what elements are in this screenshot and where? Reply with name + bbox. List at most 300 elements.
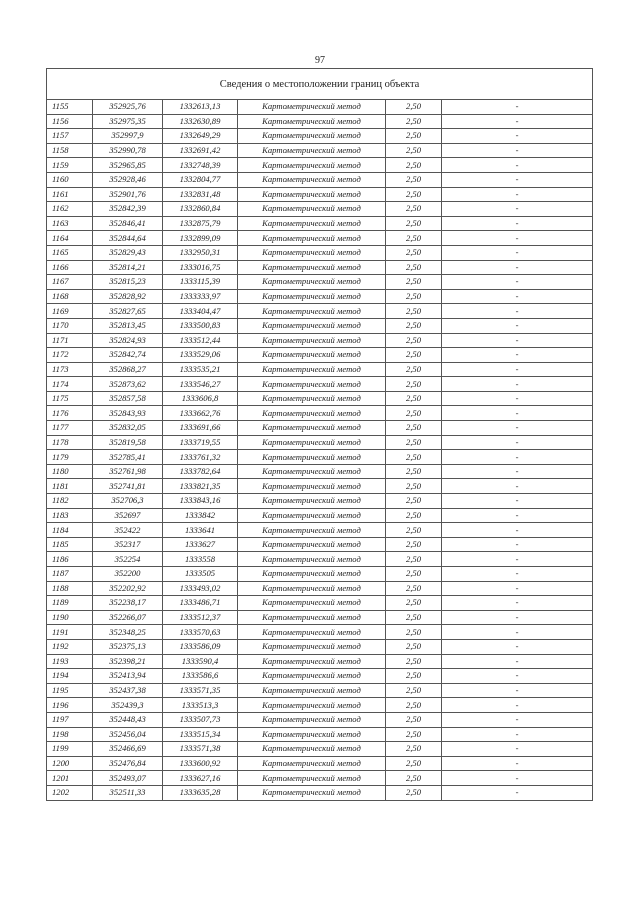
description-cell: - — [442, 318, 593, 333]
table-row — [47, 742, 593, 757]
coordinate-y-cell: 1332831,48 — [163, 187, 238, 202]
method-cell: Картометрический метод — [238, 742, 386, 757]
description-cell: - — [442, 435, 593, 450]
point-number-cell: 1176 — [47, 406, 93, 421]
description-cell: - — [442, 479, 593, 494]
coordinate-x-cell: 352785,41 — [93, 450, 163, 465]
accuracy-cell: 2,50 — [386, 581, 442, 596]
coordinate-y-cell: 1333821,35 — [163, 479, 238, 494]
coordinate-x-cell: 352819,58 — [93, 435, 163, 450]
table-row — [47, 100, 593, 115]
accuracy-cell: 2,50 — [386, 114, 442, 129]
table-row — [47, 421, 593, 436]
coordinate-x-cell: 352844,64 — [93, 231, 163, 246]
coordinate-y-cell: 1332649,29 — [163, 129, 238, 144]
coordinate-x-cell: 352901,76 — [93, 187, 163, 202]
method-cell: Картометрический метод — [238, 479, 386, 494]
coordinate-x-cell: 352706,3 — [93, 494, 163, 509]
coordinate-y-cell: 1333761,32 — [163, 450, 238, 465]
method-cell: Картометрический метод — [238, 318, 386, 333]
coordinate-y-cell: 1333115,39 — [163, 275, 238, 290]
coordinate-y-cell: 1333486,71 — [163, 596, 238, 611]
page-number: 97 — [315, 55, 325, 66]
coordinate-y-cell: 1333843,16 — [163, 494, 238, 509]
description-cell: - — [442, 523, 593, 538]
point-number-cell: 1184 — [47, 523, 93, 538]
method-cell: Картометрический метод — [238, 654, 386, 669]
coordinate-x-cell: 352238,17 — [93, 596, 163, 611]
point-number-cell: 1174 — [47, 377, 93, 392]
description-cell: - — [442, 494, 593, 509]
accuracy-cell: 2,50 — [386, 187, 442, 202]
point-number-cell: 1171 — [47, 333, 93, 348]
accuracy-cell: 2,50 — [386, 639, 442, 654]
point-number-cell: 1155 — [47, 100, 93, 115]
table-row — [47, 216, 593, 231]
table-row — [47, 639, 593, 654]
coordinate-x-cell: 352814,21 — [93, 260, 163, 275]
table-row — [47, 143, 593, 158]
description-cell: - — [442, 785, 593, 800]
coordinate-y-cell: 1333016,75 — [163, 260, 238, 275]
point-number-cell: 1194 — [47, 669, 93, 684]
table-row — [47, 450, 593, 465]
table-row — [47, 464, 593, 479]
coordinate-y-cell: 1333571,35 — [163, 683, 238, 698]
coordinate-x-cell: 352375,13 — [93, 639, 163, 654]
coordinate-y-cell: 1333529,06 — [163, 348, 238, 363]
method-cell: Картометрический метод — [238, 260, 386, 275]
table-row — [47, 683, 593, 698]
point-number-cell: 1180 — [47, 464, 93, 479]
description-cell: - — [442, 245, 593, 260]
coordinate-x-cell: 352827,65 — [93, 304, 163, 319]
accuracy-cell: 2,50 — [386, 742, 442, 757]
method-cell: Картометрический метод — [238, 785, 386, 800]
method-cell: Картометрический метод — [238, 100, 386, 115]
coordinate-y-cell: 1332691,42 — [163, 143, 238, 158]
point-number-cell: 1193 — [47, 654, 93, 669]
description-cell: - — [442, 304, 593, 319]
coordinate-y-cell: 1333586,09 — [163, 639, 238, 654]
coordinate-y-cell: 1332899,09 — [163, 231, 238, 246]
coordinate-y-cell: 1332875,79 — [163, 216, 238, 231]
accuracy-cell: 2,50 — [386, 625, 442, 640]
coordinate-x-cell: 352200 — [93, 567, 163, 582]
point-number-cell: 1195 — [47, 683, 93, 698]
method-cell: Картометрический метод — [238, 289, 386, 304]
description-cell: - — [442, 537, 593, 552]
accuracy-cell: 2,50 — [386, 435, 442, 450]
coordinate-x-cell: 352842,39 — [93, 202, 163, 217]
method-cell: Картометрический метод — [238, 406, 386, 421]
coordinate-x-cell: 352202,92 — [93, 581, 163, 596]
accuracy-cell: 2,50 — [386, 610, 442, 625]
accuracy-cell: 2,50 — [386, 289, 442, 304]
method-cell: Картометрический метод — [238, 639, 386, 654]
accuracy-cell: 2,50 — [386, 158, 442, 173]
coordinate-x-cell: 352824,93 — [93, 333, 163, 348]
coordinate-y-cell: 1333515,34 — [163, 727, 238, 742]
method-cell: Картометрический метод — [238, 391, 386, 406]
point-number-cell: 1182 — [47, 494, 93, 509]
method-cell: Картометрический метод — [238, 245, 386, 260]
accuracy-cell: 2,50 — [386, 216, 442, 231]
description-cell: - — [442, 100, 593, 115]
coordinate-x-cell: 352697 — [93, 508, 163, 523]
accuracy-cell: 2,50 — [386, 508, 442, 523]
point-number-cell: 1165 — [47, 245, 93, 260]
description-cell: - — [442, 567, 593, 582]
point-number-cell: 1158 — [47, 143, 93, 158]
description-cell: - — [442, 581, 593, 596]
coordinate-x-cell: 352843,93 — [93, 406, 163, 421]
table-row — [47, 727, 593, 742]
coordinate-y-cell: 1333512,37 — [163, 610, 238, 625]
accuracy-cell: 2,50 — [386, 362, 442, 377]
accuracy-cell: 2,50 — [386, 669, 442, 684]
coordinate-y-cell: 1333635,28 — [163, 785, 238, 800]
accuracy-cell: 2,50 — [386, 479, 442, 494]
coordinate-y-cell: 1332804,77 — [163, 172, 238, 187]
coordinate-x-cell: 352466,69 — [93, 742, 163, 757]
table-row — [47, 245, 593, 260]
description-cell: - — [442, 683, 593, 698]
description-cell: - — [442, 391, 593, 406]
description-cell: - — [442, 727, 593, 742]
point-number-cell: 1186 — [47, 552, 93, 567]
accuracy-cell: 2,50 — [386, 450, 442, 465]
coordinate-x-cell: 352842,74 — [93, 348, 163, 363]
table-row — [47, 712, 593, 727]
table-row — [47, 654, 593, 669]
description-cell: - — [442, 698, 593, 713]
table-row — [47, 114, 593, 129]
coordinate-y-cell: 1333558 — [163, 552, 238, 567]
description-cell: - — [442, 348, 593, 363]
coordinate-x-cell: 352975,35 — [93, 114, 163, 129]
point-number-cell: 1198 — [47, 727, 93, 742]
point-number-cell: 1189 — [47, 596, 93, 611]
coordinate-y-cell: 1332613,13 — [163, 100, 238, 115]
description-cell: - — [442, 260, 593, 275]
accuracy-cell: 2,50 — [386, 275, 442, 290]
description-cell: - — [442, 406, 593, 421]
coordinate-y-cell: 1333719,55 — [163, 435, 238, 450]
coordinate-x-cell: 352439,3 — [93, 698, 163, 713]
description-cell: - — [442, 552, 593, 567]
coordinate-x-cell: 352997,9 — [93, 129, 163, 144]
method-cell: Картометрический метод — [238, 596, 386, 611]
table-row — [47, 275, 593, 290]
point-number-cell: 1164 — [47, 231, 93, 246]
coordinate-x-cell: 352511,33 — [93, 785, 163, 800]
description-cell: - — [442, 333, 593, 348]
method-cell: Картометрический метод — [238, 712, 386, 727]
description-cell: - — [442, 508, 593, 523]
coordinate-x-cell: 352857,58 — [93, 391, 163, 406]
coordinate-x-cell: 352928,46 — [93, 172, 163, 187]
table-row — [47, 669, 593, 684]
description-cell: - — [442, 771, 593, 786]
coordinate-y-cell: 1332950,31 — [163, 245, 238, 260]
point-number-cell: 1163 — [47, 216, 93, 231]
point-number-cell: 1187 — [47, 567, 93, 582]
coordinate-x-cell: 352829,43 — [93, 245, 163, 260]
coordinate-y-cell: 1333641 — [163, 523, 238, 538]
accuracy-cell: 2,50 — [386, 260, 442, 275]
method-cell: Картометрический метод — [238, 377, 386, 392]
accuracy-cell: 2,50 — [386, 143, 442, 158]
coordinate-y-cell: 1333782,64 — [163, 464, 238, 479]
description-cell: - — [442, 756, 593, 771]
accuracy-cell: 2,50 — [386, 523, 442, 538]
accuracy-cell: 2,50 — [386, 304, 442, 319]
point-number-cell: 1202 — [47, 785, 93, 800]
coordinate-x-cell: 352448,43 — [93, 712, 163, 727]
description-cell: - — [442, 216, 593, 231]
accuracy-cell: 2,50 — [386, 537, 442, 552]
coordinate-x-cell: 352398,21 — [93, 654, 163, 669]
coordinate-x-cell: 352868,27 — [93, 362, 163, 377]
accuracy-cell: 2,50 — [386, 231, 442, 246]
accuracy-cell: 2,50 — [386, 245, 442, 260]
coordinate-y-cell: 1332630,89 — [163, 114, 238, 129]
coordinate-x-cell: 352828,92 — [93, 289, 163, 304]
coordinate-y-cell: 1332748,39 — [163, 158, 238, 173]
table-row — [47, 756, 593, 771]
point-number-cell: 1178 — [47, 435, 93, 450]
description-cell: - — [442, 202, 593, 217]
method-cell: Картометрический метод — [238, 362, 386, 377]
method-cell: Картометрический метод — [238, 143, 386, 158]
method-cell: Картометрический метод — [238, 537, 386, 552]
coordinate-y-cell: 1333546,27 — [163, 377, 238, 392]
method-cell: Картометрический метод — [238, 625, 386, 640]
coordinate-x-cell: 352437,38 — [93, 683, 163, 698]
coordinate-y-cell: 1332860,84 — [163, 202, 238, 217]
coordinate-y-cell: 1333842 — [163, 508, 238, 523]
coordinate-y-cell: 1333500,83 — [163, 318, 238, 333]
description-cell: - — [442, 129, 593, 144]
method-cell: Картометрический метод — [238, 771, 386, 786]
coordinate-y-cell: 1333507,73 — [163, 712, 238, 727]
coordinate-y-cell: 1333627,16 — [163, 771, 238, 786]
accuracy-cell: 2,50 — [386, 464, 442, 479]
method-cell: Картометрический метод — [238, 202, 386, 217]
table-row — [47, 523, 593, 538]
method-cell: Картометрический метод — [238, 114, 386, 129]
point-number-cell: 1167 — [47, 275, 93, 290]
accuracy-cell: 2,50 — [386, 727, 442, 742]
method-cell: Картометрический метод — [238, 669, 386, 684]
coordinate-y-cell: 1333571,38 — [163, 742, 238, 757]
description-cell: - — [442, 114, 593, 129]
coordinate-y-cell: 1333627 — [163, 537, 238, 552]
accuracy-cell: 2,50 — [386, 406, 442, 421]
coordinate-x-cell: 352965,85 — [93, 158, 163, 173]
point-number-cell: 1179 — [47, 450, 93, 465]
coordinate-y-cell: 1333586,6 — [163, 669, 238, 684]
point-number-cell: 1185 — [47, 537, 93, 552]
description-cell: - — [442, 450, 593, 465]
method-cell: Картометрический метод — [238, 727, 386, 742]
accuracy-cell: 2,50 — [386, 756, 442, 771]
point-number-cell: 1162 — [47, 202, 93, 217]
method-cell: Картометрический метод — [238, 158, 386, 173]
table-row — [47, 172, 593, 187]
table-row — [47, 129, 593, 144]
point-number-cell: 1159 — [47, 158, 93, 173]
description-cell: - — [442, 377, 593, 392]
boundary-table-sheet — [46, 68, 592, 801]
description-cell: - — [442, 172, 593, 187]
coordinate-y-cell: 1333512,44 — [163, 333, 238, 348]
coordinate-y-cell: 1333493,02 — [163, 581, 238, 596]
description-cell: - — [442, 464, 593, 479]
coordinate-y-cell: 1333662,76 — [163, 406, 238, 421]
description-cell: - — [442, 742, 593, 757]
coordinate-y-cell: 1333590,4 — [163, 654, 238, 669]
coordinate-x-cell: 352413,94 — [93, 669, 163, 684]
table-row — [47, 348, 593, 363]
table-row — [47, 479, 593, 494]
point-number-cell: 1161 — [47, 187, 93, 202]
table-row — [47, 231, 593, 246]
accuracy-cell: 2,50 — [386, 129, 442, 144]
point-number-cell: 1175 — [47, 391, 93, 406]
method-cell: Картометрический метод — [238, 172, 386, 187]
accuracy-cell: 2,50 — [386, 712, 442, 727]
coordinate-y-cell: 1333513,3 — [163, 698, 238, 713]
table-row — [47, 260, 593, 275]
description-cell: - — [442, 187, 593, 202]
coordinate-x-cell: 352873,62 — [93, 377, 163, 392]
point-number-cell: 1191 — [47, 625, 93, 640]
table-row — [47, 785, 593, 800]
point-number-cell: 1166 — [47, 260, 93, 275]
table-row — [47, 537, 593, 552]
method-cell: Картометрический метод — [238, 756, 386, 771]
point-number-cell: 1160 — [47, 172, 93, 187]
point-number-cell: 1168 — [47, 289, 93, 304]
accuracy-cell: 2,50 — [386, 552, 442, 567]
point-number-cell: 1157 — [47, 129, 93, 144]
coordinate-x-cell: 352493,07 — [93, 771, 163, 786]
description-cell: - — [442, 275, 593, 290]
accuracy-cell: 2,50 — [386, 333, 442, 348]
coordinate-x-cell: 352832,05 — [93, 421, 163, 436]
accuracy-cell: 2,50 — [386, 567, 442, 582]
table-row — [47, 289, 593, 304]
point-number-cell: 1183 — [47, 508, 93, 523]
method-cell: Картометрический метод — [238, 698, 386, 713]
accuracy-cell: 2,50 — [386, 785, 442, 800]
table-row — [47, 494, 593, 509]
accuracy-cell: 2,50 — [386, 421, 442, 436]
boundary-coordinates-table — [46, 68, 593, 801]
point-number-cell: 1196 — [47, 698, 93, 713]
table-row — [47, 625, 593, 640]
table-row — [47, 567, 593, 582]
method-cell: Картометрический метод — [238, 275, 386, 290]
method-cell: Картометрический метод — [238, 610, 386, 625]
table-row — [47, 318, 593, 333]
method-cell: Картометрический метод — [238, 333, 386, 348]
accuracy-cell: 2,50 — [386, 654, 442, 669]
table-row — [47, 158, 593, 173]
coordinate-y-cell: 1333606,8 — [163, 391, 238, 406]
method-cell: Картометрический метод — [238, 683, 386, 698]
point-number-cell: 1200 — [47, 756, 93, 771]
table-row — [47, 610, 593, 625]
table-row — [47, 377, 593, 392]
coordinate-y-cell: 1333505 — [163, 567, 238, 582]
coordinate-x-cell: 352422 — [93, 523, 163, 538]
accuracy-cell: 2,50 — [386, 202, 442, 217]
accuracy-cell: 2,50 — [386, 494, 442, 509]
table-row — [47, 304, 593, 319]
description-cell: - — [442, 625, 593, 640]
coordinate-y-cell: 1333570,63 — [163, 625, 238, 640]
coordinate-y-cell: 1333404,47 — [163, 304, 238, 319]
description-cell: - — [442, 610, 593, 625]
accuracy-cell: 2,50 — [386, 377, 442, 392]
point-number-cell: 1201 — [47, 771, 93, 786]
method-cell: Картометрический метод — [238, 581, 386, 596]
point-number-cell: 1173 — [47, 362, 93, 377]
accuracy-cell: 2,50 — [386, 100, 442, 115]
table-row — [47, 581, 593, 596]
accuracy-cell: 2,50 — [386, 348, 442, 363]
coordinate-x-cell: 352317 — [93, 537, 163, 552]
description-cell: - — [442, 596, 593, 611]
accuracy-cell: 2,50 — [386, 698, 442, 713]
coordinate-x-cell: 352846,41 — [93, 216, 163, 231]
description-cell: - — [442, 362, 593, 377]
accuracy-cell: 2,50 — [386, 683, 442, 698]
method-cell: Картометрический метод — [238, 304, 386, 319]
description-cell: - — [442, 158, 593, 173]
table-caption-row — [47, 69, 593, 100]
table-caption: Сведения о местоположении границ объекта — [47, 69, 593, 100]
accuracy-cell: 2,50 — [386, 596, 442, 611]
method-cell: Картометрический метод — [238, 348, 386, 363]
point-number-cell: 1169 — [47, 304, 93, 319]
point-number-cell: 1181 — [47, 479, 93, 494]
table-row — [47, 435, 593, 450]
table-row — [47, 698, 593, 713]
point-number-cell: 1197 — [47, 712, 93, 727]
accuracy-cell: 2,50 — [386, 771, 442, 786]
point-number-cell: 1188 — [47, 581, 93, 596]
coordinate-x-cell: 352761,98 — [93, 464, 163, 479]
description-cell: - — [442, 289, 593, 304]
method-cell: Картометрический метод — [238, 187, 386, 202]
accuracy-cell: 2,50 — [386, 172, 442, 187]
table-row — [47, 596, 593, 611]
coordinate-y-cell: 1333691,66 — [163, 421, 238, 436]
coordinate-x-cell: 352254 — [93, 552, 163, 567]
method-cell: Картометрический метод — [238, 435, 386, 450]
point-number-cell: 1156 — [47, 114, 93, 129]
method-cell: Картометрический метод — [238, 494, 386, 509]
accuracy-cell: 2,50 — [386, 391, 442, 406]
accuracy-cell: 2,50 — [386, 318, 442, 333]
table-row — [47, 362, 593, 377]
table-row — [47, 552, 593, 567]
description-cell: - — [442, 421, 593, 436]
